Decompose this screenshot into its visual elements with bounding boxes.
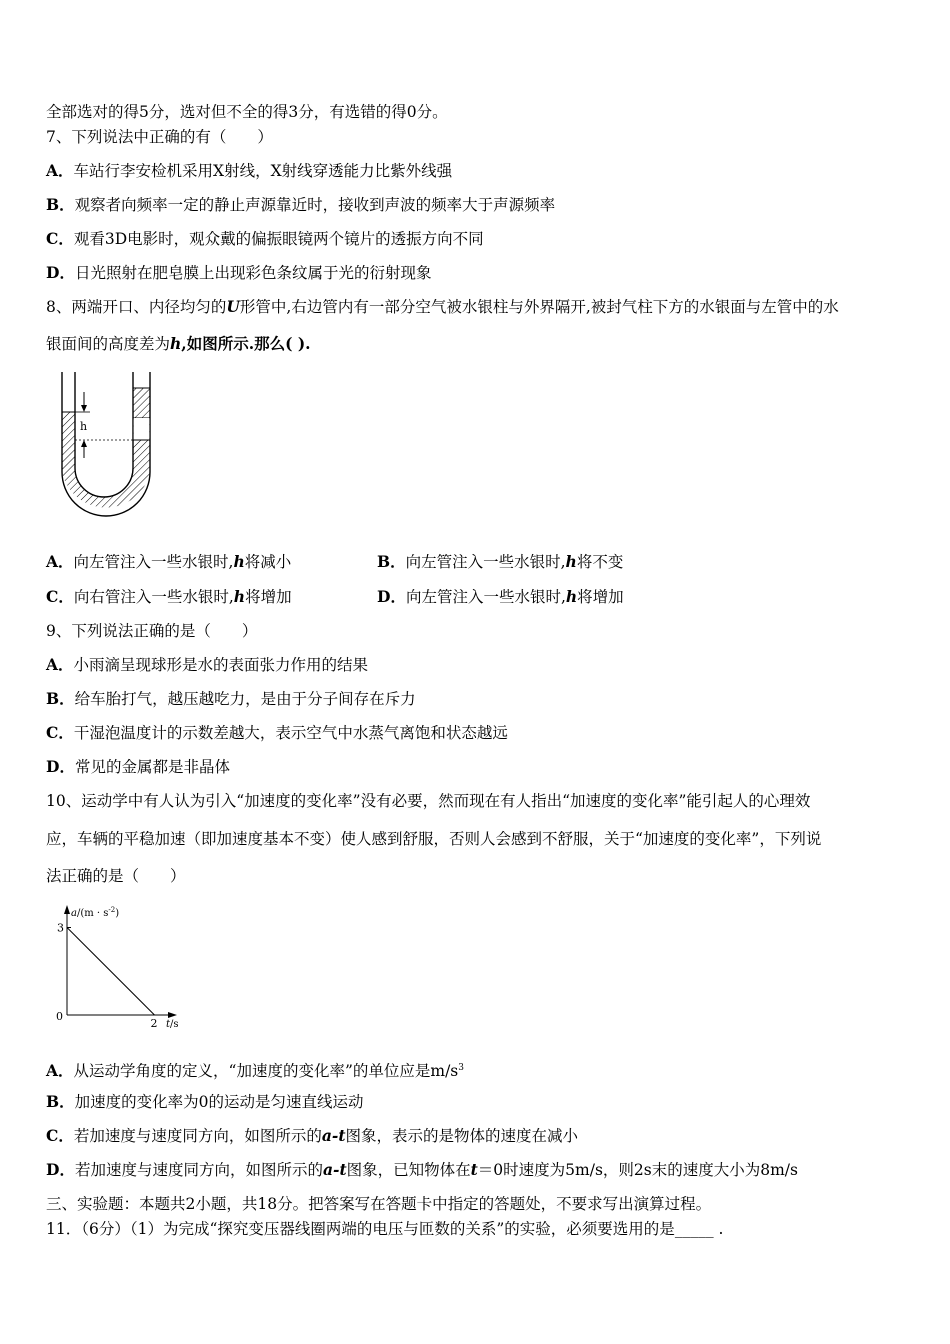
- q7-option-b: [46, 195, 555, 215]
- option-text: 向左管注入一些水银时,: [73, 553, 234, 571]
- arrow-down-head: [81, 405, 87, 412]
- option-text: 给车胎打气，越压越吃力，是由于分子间存在斥力: [74, 690, 416, 708]
- option-letter: D．: [46, 757, 75, 776]
- q10-stem-line1: 10、运动学中有人认为引入“加速度的变化率”没有必要，然而现在有人指出“加速度的变化率”能引起人的心理效: [46, 792, 811, 810]
- y-axis-close: ): [115, 908, 120, 919]
- option-text: 若加速度与速度同方向，如图所示的: [73, 1127, 322, 1145]
- q10-option-d: [46, 1160, 798, 1180]
- option-letter: B．: [46, 195, 75, 214]
- option-var: a-t: [322, 1160, 347, 1179]
- x-axis-unit: /s: [170, 1019, 179, 1030]
- u-tube-figure: [50, 368, 160, 518]
- option-var: a-t: [321, 1126, 346, 1145]
- option-text: 向左管注入一些水银时,: [405, 588, 566, 606]
- y-axis-unit: /(m · s: [76, 908, 109, 919]
- option-letter: C．: [46, 587, 74, 606]
- y-tick-label: 3: [57, 921, 64, 935]
- q8-option-b: [377, 552, 623, 572]
- x-axis-label: [166, 1019, 179, 1030]
- option-letter: D．: [377, 587, 406, 606]
- q10-stem-line3: 法正确的是（ ）: [46, 867, 186, 885]
- option-letter: B．: [46, 1092, 75, 1111]
- section-3-heading: 三、实验题：本题共2小题，共18分。把答案写在答题卡中指定的答题处，不要求写出演算过程。: [46, 1195, 712, 1213]
- option-var: t: [470, 1160, 478, 1179]
- option-letter: A．: [46, 552, 74, 571]
- q9-option-b: [46, 689, 416, 709]
- option-text: 向右管注入一些水银时,: [73, 588, 234, 606]
- series-line-a-t: [67, 928, 155, 1016]
- intro-text: 全部选对的得5分，选对但不全的得3分，有选错的得0分。: [46, 103, 448, 121]
- q8-stem-line2: [46, 334, 311, 354]
- q8-stem-part: ,如图所示.那么( ).: [181, 334, 311, 353]
- x-axis-arrow: [168, 1012, 177, 1018]
- y-axis-var: a: [71, 908, 77, 919]
- option-letter: C．: [46, 723, 74, 742]
- q8-stem-line1: [46, 297, 839, 317]
- origin-label: 0: [56, 1010, 63, 1023]
- q8-stem-part: 银面间的高度差为: [46, 335, 171, 353]
- y-axis-exp: -2: [108, 906, 116, 914]
- q10-option-b: [46, 1092, 363, 1112]
- option-letter: A．: [46, 655, 74, 674]
- q11-end: .: [713, 1220, 724, 1238]
- option-text: 将增加: [245, 588, 292, 606]
- option-text: 日光照射在肥皂膜上出现彩色条纹属于光的衍射现象: [74, 264, 432, 282]
- option-text: ＝0时速度为5m/s，则2s末的速度大小为8m/s: [477, 1161, 798, 1179]
- option-text: 加速度的变化率为0的运动是匀速直线运动: [74, 1093, 364, 1111]
- q7-stem: 7、下列说法中正确的有（ ）: [46, 128, 273, 146]
- at-graph: [50, 900, 190, 1035]
- q8-option-d: [377, 587, 624, 607]
- option-text: 若加速度与速度同方向，如图所示的: [74, 1161, 323, 1179]
- option-text: 常见的金属都是非晶体: [74, 758, 230, 776]
- option-letter: C．: [46, 1126, 74, 1145]
- q7-option-a: [46, 161, 452, 181]
- air-column: [134, 418, 150, 440]
- option-sup: 3: [458, 1063, 464, 1073]
- option-text: 将不变: [576, 553, 624, 571]
- option-letter: A．: [46, 1061, 74, 1081]
- q9-option-c: [46, 723, 508, 743]
- y-axis-label: [71, 906, 119, 919]
- q11-text: 11．（6分）（1）为完成“探究变压器线圈两端的电压与匝数的关系”的实验，必须要选用的是: [46, 1220, 675, 1238]
- x-axis-var: t: [166, 1019, 171, 1030]
- option-letter: D．: [46, 1160, 75, 1179]
- q8-option-c: [46, 587, 292, 607]
- arrow-up-head: [81, 440, 87, 447]
- option-letter: B．: [377, 552, 406, 571]
- q8-option-a: [46, 552, 291, 572]
- option-text: 小雨滴呈现球形是水的表面张力作用的结果: [73, 656, 369, 674]
- q10-option-a: [46, 1058, 464, 1081]
- q8-var-u: U: [226, 297, 240, 316]
- q8-stem-part: 8、两端开口、内径均匀的: [46, 298, 227, 316]
- q11-stem: [46, 1219, 723, 1239]
- option-var: h: [565, 587, 578, 606]
- option-letter: D．: [46, 263, 75, 282]
- q10-option-c: [46, 1126, 578, 1146]
- option-text: 图象，表示的是物体的速度在减小: [345, 1127, 579, 1145]
- q8-var-h: h: [170, 334, 182, 353]
- q11-blank[interactable]: _____: [674, 1220, 714, 1238]
- q7-option-d: [46, 263, 431, 283]
- option-text: 车站行李安检机采用X射线，X射线穿透能力比紫外线强: [73, 162, 453, 180]
- option-text: 干湿泡温度计的示数差越大，表示空气中水蒸气离饱和状态越远: [73, 724, 508, 742]
- option-letter: C．: [46, 229, 74, 248]
- option-letter: A．: [46, 161, 74, 180]
- q10-stem-line2: 应，车辆的平稳加速（即加速度基本不变）使人感到舒服，否则人会感到不舒服，关于“加速度的变化率”，下列说: [46, 830, 822, 848]
- option-var: h: [233, 552, 245, 571]
- q9-option-a: [46, 655, 368, 675]
- option-letter: B．: [46, 689, 75, 708]
- option-text: 观察者向频率一定的静止声源靠近时，接收到声波的频率大于声源频率: [74, 196, 556, 214]
- option-text: 将增加: [577, 588, 624, 606]
- q7-option-c: [46, 229, 484, 249]
- h-label: h: [80, 420, 88, 433]
- option-var: h: [233, 587, 246, 606]
- option-text: 图象，已知物体在: [346, 1161, 471, 1179]
- option-text: 从运动学角度的定义，“加速度的变化率”的单位应是m/s: [73, 1062, 459, 1081]
- option-text: 观看3D电影时，观众戴的偏振眼镜两个镜片的透振方向不同: [73, 230, 484, 248]
- option-text: 将减小: [244, 553, 292, 571]
- option-text: 向左管注入一些水银时,: [405, 553, 566, 571]
- q9-option-d: [46, 757, 230, 777]
- q8-stem-part: 形管中,右边管内有一部分空气被水银柱与外界隔开,被封气柱下方的水银面与左管中的水: [239, 298, 839, 316]
- q9-stem: 9、下列说法正确的是（ ）: [46, 622, 258, 640]
- option-var: h: [565, 552, 577, 571]
- y-axis-arrow: [64, 905, 70, 914]
- x-tick-label: 2: [150, 1017, 158, 1030]
